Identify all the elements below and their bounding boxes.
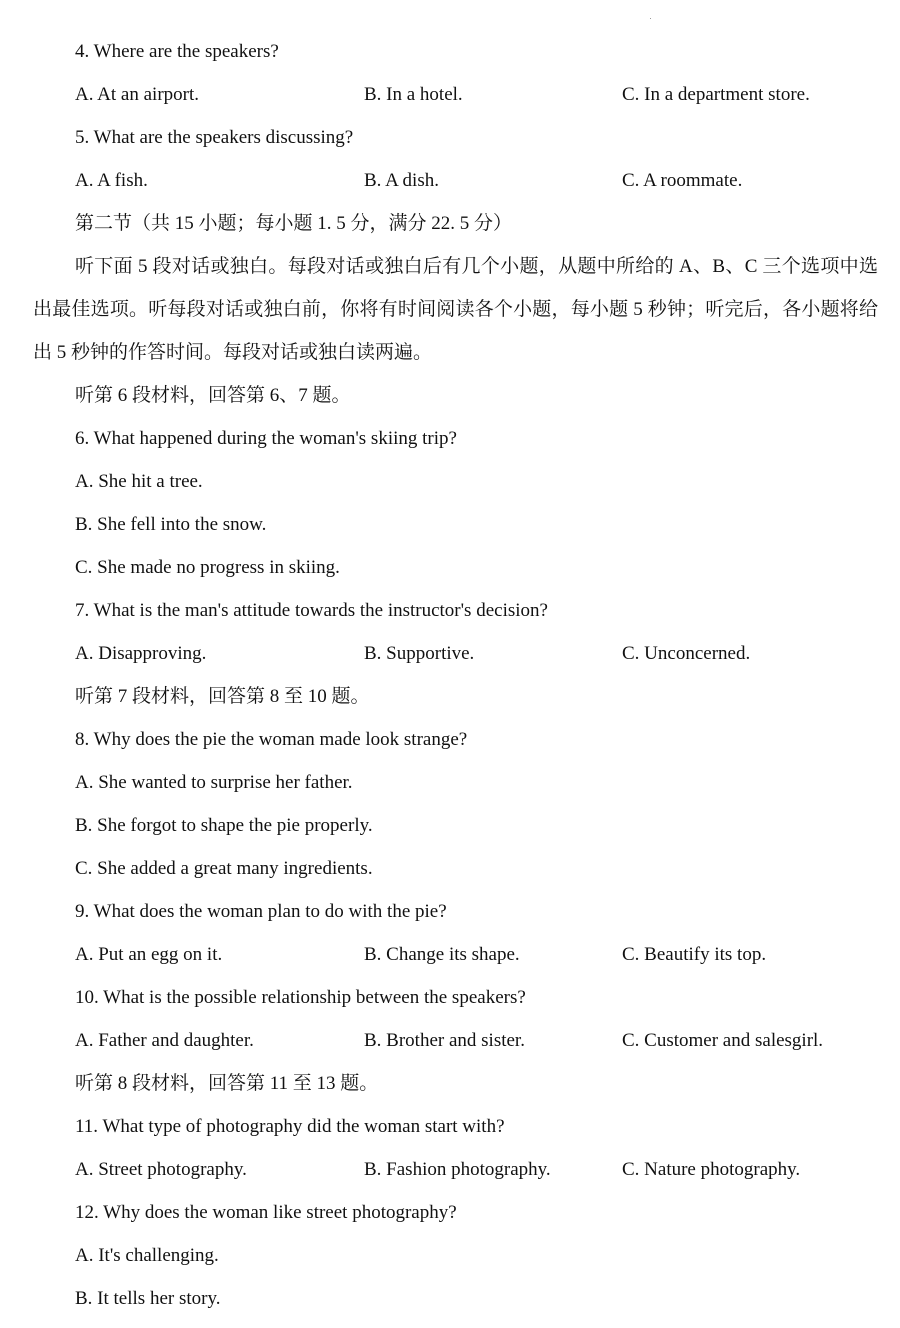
question-8-stem: 8. Why does the pie the woman made look strange? bbox=[75, 729, 468, 750]
question-11-option-b: B. Fashion photography. bbox=[364, 1159, 551, 1180]
question-5-stem: 5. What are the speakers discussing? bbox=[75, 127, 354, 148]
section-2-heading: 第二节（共 15 小题；每小题 1. 5 分，满分 22. 5 分） bbox=[75, 213, 513, 234]
section-2-instructions: 听下面 5 段对话或独白。每段对话或独白后有几个小题，从题中所给的 A、B、C 三个选项中选出最佳选项。听每段对话或独白前，你将有时间阅读各个小题，每小题 5 秒钟；听完后，各小题将给出 5 秒钟的作答时间。每段对话或独白读两遍。 bbox=[33, 256, 878, 363]
question-9-option-c: C. Beautify its top. bbox=[622, 944, 767, 965]
material-8-heading: 听第 8 段材料，回答第 11 至 13 题。 bbox=[75, 1073, 379, 1094]
scan-speck bbox=[650, 18, 651, 19]
question-12-option-b: B. It tells her story. bbox=[75, 1288, 221, 1309]
question-12-option-a: A. It's challenging. bbox=[75, 1245, 219, 1266]
material-6-heading: 听第 6 段材料，回答第 6、7 题。 bbox=[75, 385, 351, 406]
question-8-option-a: A. She wanted to surprise her father. bbox=[75, 772, 353, 793]
question-4-stem: 4. Where are the speakers? bbox=[75, 41, 279, 62]
question-6-option-c: C. She made no progress in skiing. bbox=[75, 557, 340, 578]
question-6-option-b: B. She fell into the snow. bbox=[75, 514, 267, 535]
material-7-heading: 听第 7 段材料，回答第 8 至 10 题。 bbox=[75, 686, 370, 707]
question-8-option-c: C. She added a great many ingredients. bbox=[75, 858, 373, 879]
question-10-option-c: C. Customer and salesgirl. bbox=[622, 1030, 824, 1051]
question-11-option-a: A. Street photography. bbox=[75, 1159, 247, 1180]
question-10-option-a: A. Father and daughter. bbox=[75, 1030, 254, 1051]
question-4-option-b: B. In a hotel. bbox=[364, 84, 463, 105]
question-6-option-a: A. She hit a tree. bbox=[75, 471, 203, 492]
question-7-option-b: B. Supportive. bbox=[364, 643, 475, 664]
question-5-option-b: B. A dish. bbox=[364, 170, 439, 191]
question-10-stem: 10. What is the possible relationship between the speakers? bbox=[75, 987, 526, 1008]
question-5-option-c: C. A roommate. bbox=[622, 170, 743, 191]
question-10-option-b: B. Brother and sister. bbox=[364, 1030, 525, 1051]
question-5-option-a: A. A fish. bbox=[75, 170, 148, 191]
question-8-option-b: B. She forgot to shape the pie properly. bbox=[75, 815, 373, 836]
question-7-option-a: A. Disapproving. bbox=[75, 643, 207, 664]
question-11-stem: 11. What type of photography did the woman start with? bbox=[75, 1116, 505, 1137]
question-4-option-c: C. In a department store. bbox=[622, 84, 810, 105]
question-9-option-a: A. Put an egg on it. bbox=[75, 944, 223, 965]
question-11-option-c: C. Nature photography. bbox=[622, 1159, 801, 1180]
question-4-option-a: A. At an airport. bbox=[75, 84, 200, 105]
question-12-stem: 12. Why does the woman like street photography? bbox=[75, 1202, 457, 1223]
question-9-option-b: B. Change its shape. bbox=[364, 944, 520, 965]
question-7-option-c: C. Unconcerned. bbox=[622, 643, 751, 664]
question-7-stem: 7. What is the man's attitude towards the instructor's decision? bbox=[75, 600, 548, 621]
question-9-stem: 9. What does the woman plan to do with the pie? bbox=[75, 901, 447, 922]
question-6-stem: 6. What happened during the woman's skiing trip? bbox=[75, 428, 457, 449]
